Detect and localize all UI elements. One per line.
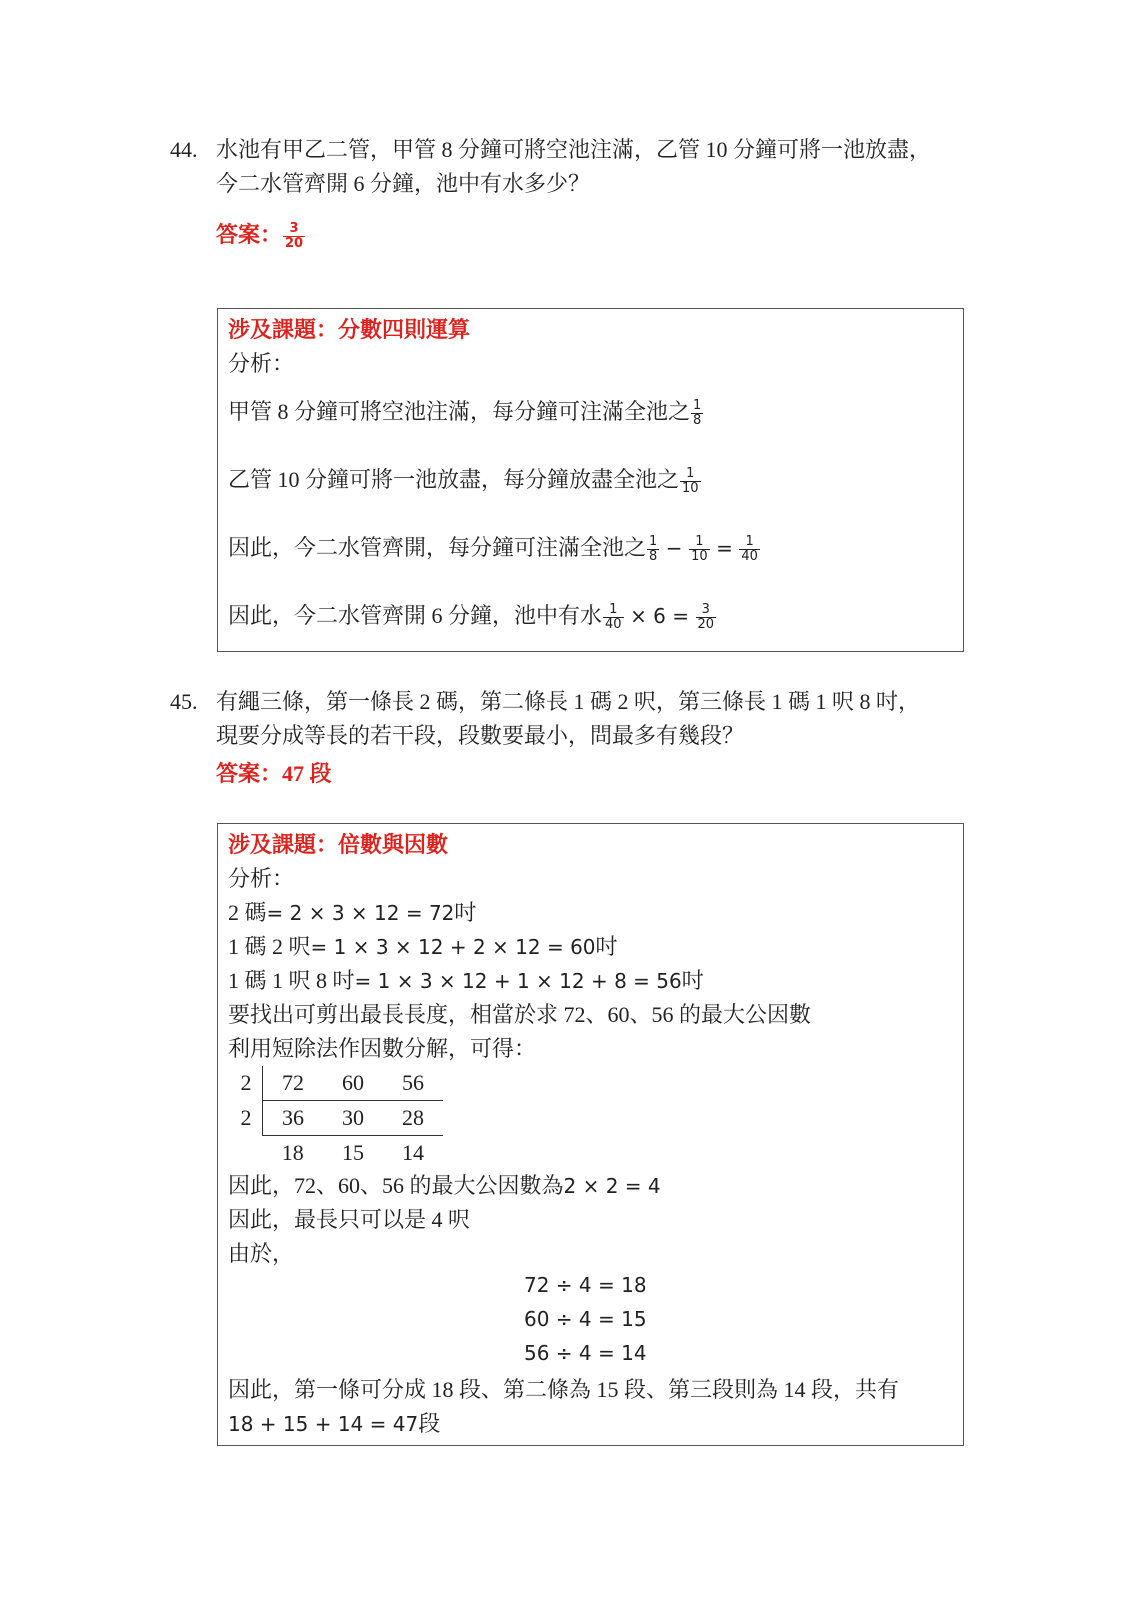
fraction <box>696 603 717 632</box>
divisor: 2 <box>240 1070 252 1096</box>
divisor: 2 <box>240 1105 252 1130</box>
cell: 28 <box>383 1101 443 1136</box>
division-row <box>230 1136 443 1171</box>
equation: = 2 × 3 × 12 = 72 <box>266 901 455 925</box>
minus-sign: − <box>665 536 683 560</box>
unit-text: 吋 <box>454 900 477 925</box>
line-text: 甲管 8 分鐘可將空池注滿，每分鐘可注滿全池之 <box>228 399 691 424</box>
denominator: 40 <box>605 617 622 633</box>
analysis-line-2 <box>228 463 702 496</box>
answer-44 <box>216 218 306 251</box>
denominator: 20 <box>285 236 304 252</box>
division-row <box>230 1101 443 1136</box>
equation: = 1 × 3 × 12 + 2 × 12 = 60 <box>310 935 596 959</box>
analysis-line-1 <box>228 395 704 428</box>
question-45-line1: 有繩三條，第一條長 2 碼，第二條長 1 碼 2 呎，第三條長 1 碼 1 呎 8 吋， <box>216 689 921 714</box>
numerator: 1 <box>745 534 754 550</box>
since-line: 由於， <box>228 1241 295 1266</box>
max-length-line: 因此，最長只可以是 4 呎 <box>228 1207 471 1232</box>
cell: 56 <box>402 1070 424 1095</box>
unit-text: 2 碼 <box>228 900 267 925</box>
total-line <box>228 1407 440 1438</box>
cell: 18 <box>263 1136 324 1171</box>
analysis-box-44 <box>217 308 964 652</box>
analysis-line-short-division: 利用短除法作因數分解，可得： <box>228 1036 537 1061</box>
cell: 72 <box>263 1066 324 1101</box>
topic-title: 涉及課題：分數四則運算 <box>228 317 471 342</box>
denominator: 10 <box>682 481 699 497</box>
line-text: 因此，今二水管齊開，每分鐘可注滿全池之 <box>228 535 647 560</box>
fraction <box>603 603 624 632</box>
gcd-result-line <box>228 1169 661 1200</box>
topic-title: 涉及課題：倍數與因數 <box>228 832 449 857</box>
divisor-empty <box>230 1136 263 1171</box>
fraction <box>691 399 703 428</box>
answer-label: 答案： <box>216 222 283 247</box>
unit-text: 1 碼 1 呎 8 吋 <box>228 968 355 993</box>
numerator: 1 <box>609 602 618 618</box>
denominator: 8 <box>693 413 702 429</box>
cell: 60 <box>342 1070 364 1095</box>
numerator: 3 <box>289 221 299 237</box>
fraction <box>647 535 659 564</box>
division-equation-1: 72 ÷ 4 = 18 <box>524 1273 647 1297</box>
numerator: 1 <box>693 398 702 414</box>
analysis-line-3 <box>228 531 761 564</box>
unit-text: 吋 <box>681 968 704 993</box>
question-44-line2: 今二水管齊開 6 分鐘，池中有水多少？ <box>216 171 591 196</box>
analysis-label: 分析： <box>228 351 295 376</box>
denominator: 20 <box>697 617 715 633</box>
numerator: 1 <box>649 534 658 550</box>
denominator: 10 <box>691 549 708 565</box>
question-44-line1: 水池有甲乙二管，甲管 8 分鐘可將空池注滿，乙管 10 分鐘可將一池放盡， <box>216 137 932 162</box>
fraction <box>680 467 701 496</box>
unit-text: 吋 <box>595 934 618 959</box>
multiply-equation: × 6 = <box>630 604 690 628</box>
numerator: 3 <box>701 602 710 618</box>
conversion-line-1 <box>228 896 476 927</box>
question-number-45: 45. <box>170 689 198 714</box>
cell: 14 <box>383 1136 443 1171</box>
fraction <box>689 535 710 564</box>
division-equation-2: 60 ÷ 4 = 15 <box>524 1307 647 1331</box>
unit-text: 段 <box>418 1411 441 1436</box>
question-number-44: 44. <box>170 137 198 162</box>
division-equation-3: 56 ÷ 4 = 14 <box>524 1341 647 1365</box>
analysis-box-45 <box>217 823 964 1446</box>
conversion-line-3 <box>228 964 704 995</box>
conclusion-line: 因此，第一條可分成 18 段、第二條為 15 段、第三段則為 14 段，共有 <box>228 1377 900 1402</box>
analysis-line-4 <box>228 599 717 632</box>
equation: 2 × 2 = 4 <box>563 1174 661 1198</box>
unit-text: 1 碼 2 呎 <box>228 934 311 959</box>
fraction <box>739 535 760 564</box>
equation: = 1 × 3 × 12 + 1 × 12 + 8 = 56 <box>354 969 682 993</box>
analysis-label: 分析： <box>228 866 295 891</box>
line-text: 乙管 10 分鐘可將一池放盡，每分鐘放盡全池之 <box>228 467 680 492</box>
question-45-line2: 現要分成等長的若干段，段數要最小，問最多有幾段？ <box>216 723 745 748</box>
conversion-line-2 <box>228 930 618 961</box>
division-row <box>230 1066 443 1101</box>
line-text: 因此，今二水管齊開 6 分鐘，池中有水 <box>228 603 603 628</box>
line-text: 因此，72、60、56 的最大公因數為 <box>228 1173 564 1198</box>
answer-fraction <box>283 222 305 251</box>
numerator: 1 <box>686 466 695 482</box>
cell: 36 <box>263 1101 324 1136</box>
denominator: 8 <box>649 549 658 565</box>
cell: 15 <box>323 1136 383 1171</box>
answer-45: 答案：47 段 <box>216 761 332 786</box>
numerator: 1 <box>695 534 704 550</box>
cell: 30 <box>323 1101 383 1136</box>
equation: 18 + 15 + 14 = 47 <box>228 1412 419 1436</box>
equals-sign: = <box>716 536 733 560</box>
analysis-line-gcd: 要找出可剪出最長長度，相當於求 72、60、56 的最大公因數 <box>228 1002 812 1027</box>
denominator: 40 <box>741 549 758 565</box>
short-division-table <box>230 1066 443 1170</box>
